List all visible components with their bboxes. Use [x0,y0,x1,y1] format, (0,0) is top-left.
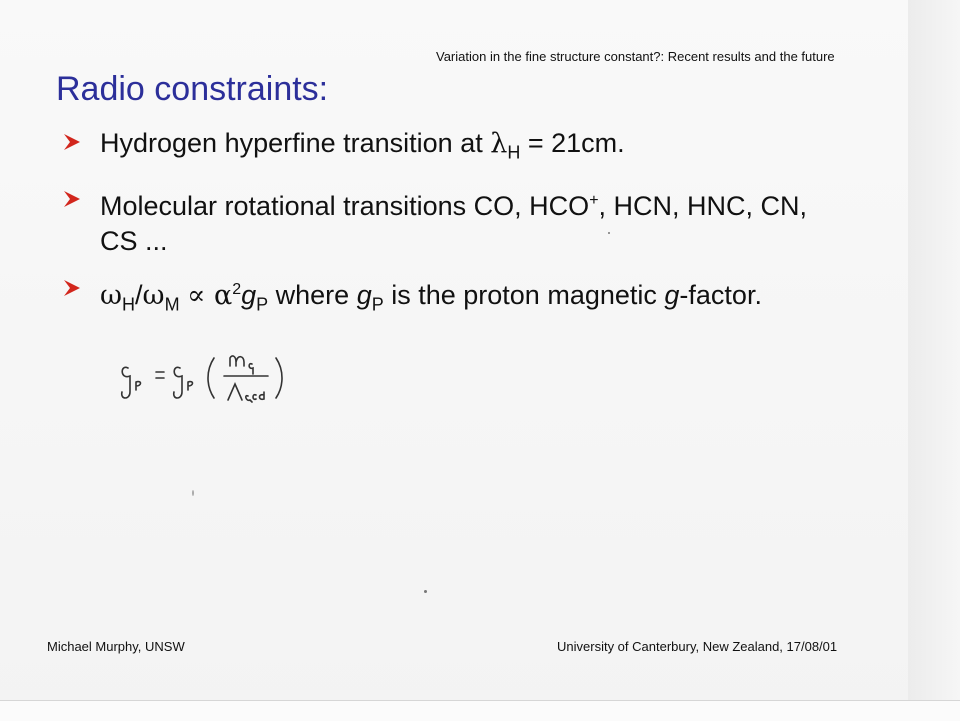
arrow-bullet-icon [62,132,82,152]
scan-speck [192,490,194,496]
bottom-edge [0,700,960,721]
scan-speck [608,232,610,234]
bullet-list [56,126,816,336]
arrow-bullet-icon [62,278,82,298]
scan-edge-shadow [908,0,960,720]
handwritten-equation [118,344,348,408]
footer-author: Michael Murphy, UNSW [47,639,185,654]
bullet-item [56,126,816,170]
bullet-3-text: $\omega_H/\omega_M \propto \alpha^2g_P$ where $g_P$ is the proton magnetic g-factor. [100,280,762,315]
bullet-item [56,272,816,322]
arrow-bullet-icon [62,189,82,209]
slide-header: Variation in the fine structure constant?: Recent results and the future [436,49,835,64]
bullet-2-text: Molecular rotational transitions CO, HCO+, HCN, HNC, CN, CS ... [100,191,808,257]
scan-speck [424,590,427,593]
slide-title: Radio constraints: [56,70,329,108]
bullet-1-text: Hydrogen hyperfine transition at $\lambda_H = 21cm$. [100,128,625,163]
bullet-item [56,183,816,259]
footer-venue-date: University of Canterbury, New Zealand, 17/08/01 [557,639,838,654]
